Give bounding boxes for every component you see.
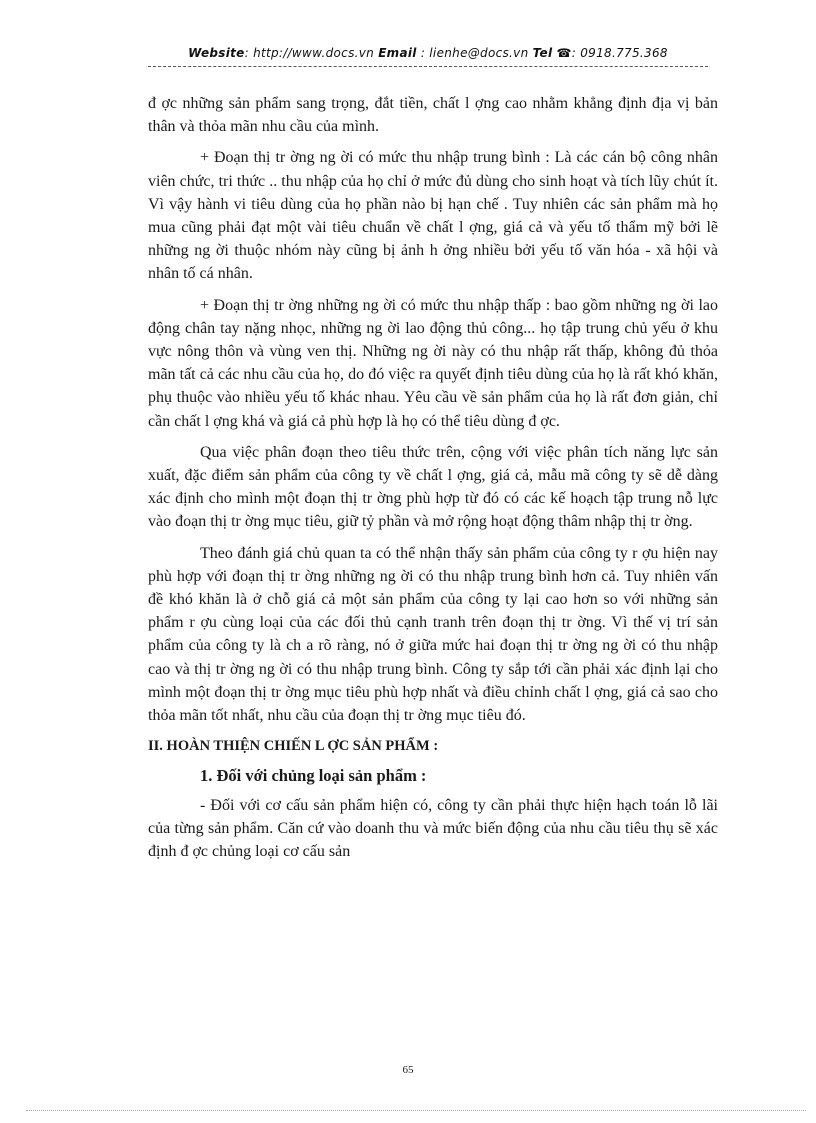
page-number: 65 bbox=[402, 1064, 414, 1076]
section-heading: II. HOÀN THIỆN CHIẾN L ỢC SẢN PHẨM : bbox=[148, 738, 439, 755]
tel-value: : 0918.775.368 bbox=[571, 46, 668, 60]
subsection-heading: 1. Đối với chủng loại sản phẩm : bbox=[200, 766, 427, 786]
footer-divider bbox=[26, 1110, 806, 1111]
email-value: : lienhe@docs.vn bbox=[420, 46, 529, 60]
document-body bbox=[148, 92, 718, 871]
paragraph-4: Qua việc phân đoạn theo tiêu thức trên, cộng với việc phân tích năng lực sản xuất, đặc điểm sản phẩm của công ty về chất l ợng, giá cả, mẫu mã công ty sẽ dễ dàng xác định cho mình một đoạn thị tr ờng phù hợp từ đó có các kế hoạch tập trung nỗ lực vào đoạn thị tr ờng mục tiêu, giữ tỷ phần và mở rộng hoạt động thâm nhập thị tr ờng. bbox=[148, 443, 718, 531]
page-header bbox=[148, 46, 708, 60]
header-divider bbox=[148, 66, 708, 67]
paragraph-3: + Đoạn thị tr ờng những ng ời có mức thu nhập thấp : bao gồm những ng ời lao động chân tay nặng nhọc, những ng ời lao động thủ công... họ tập trung chủ yếu ở khu vực nông thôn và vùng ven thị. Những ng ời này có thu nhập rất thấp, không đủ thỏa mãn tất cả các nhu cầu của họ, do đó việc ra quyết định tiêu dùng của họ là rất khó khăn, phụ thuộc vào nhiều yếu tố khác nhau. Yêu cầu về sản phẩm của họ là rất đơn giản, chỉ cần chất l ợng khá và giá cả phù hợp là họ có thể tiêu dùng đ ợc. bbox=[148, 296, 718, 430]
website-label: Website bbox=[188, 46, 245, 60]
phone-icon: ☎ bbox=[556, 46, 572, 60]
tel-label: Tel bbox=[532, 46, 553, 60]
paragraph-6: - Đối với cơ cấu sản phẩm hiện có, công ty cần phải thực hiện hạch toán lỗ lãi của từng sản phẩm. Căn cứ vào doanh thu và mức biến động của nhu cầu tiêu thụ sẽ xác định đ ợc chủng loại cơ cấu sản bbox=[148, 796, 718, 861]
email-label: Email bbox=[378, 46, 417, 60]
website-value: : http://www.docs.vn bbox=[244, 46, 375, 60]
paragraph-1: đ ợc những sản phẩm sang trọng, đắt tiền, chất l ợng cao nhằm khẳng định địa vị bản thân và thỏa mãn nhu cầu của mình. bbox=[148, 95, 718, 136]
paragraph-5: Theo đánh giá chủ quan ta có thể nhận thấy sản phẩm của công ty r ợu hiện nay phù hợp với đoạn thị tr ờng những ng ời có thu nhập trung bình hơn cả. Tuy nhiên vấn đề khó khăn là ở chỗ giá cả một sản phẩm của công ty lại cao hơn so với những sản phẩm r ợu cùng loại của các đối thủ cạnh tranh trên đoạn thị tr ờng. Vì thế vị trí sản phẩm của công ty là ch a rõ ràng, nó ở giữa mức hai đoạn thị tr ờng ng ời có thu nhập cao và thị tr ờng ng ời có thu nhập trung bình. Công ty sắp tới cần phải xác định lại cho mình một đoạn thị tr ờng mục tiêu phù hợp nhất và điều chỉnh chất l ợng, giá cả sao cho thỏa mãn tốt nhất, nhu cầu của đoạn thị tr ờng mục tiêu đó. bbox=[148, 544, 718, 725]
paragraph-2: + Đoạn thị tr ờng ng ời có mức thu nhập trung bình : Là các cán bộ công nhân viên chức, tri thức .. thu nhập của họ chỉ ở mức đủ dùng cho sinh hoạt và tích lũy chút ít. Vì vậy hành vi tiêu dùng của họ phần nào bị hạn chế . Tuy nhiên các sản phẩm mà họ mua cũng phải đạt một vài tiêu chuẩn về chất l ợng, giá cả và yếu tố thẩm mỹ bởi lẽ những ng ời thuộc nhóm này cũng bị ảnh h ởng nhiều bởi yếu tố văn hóa - xã hội và nhân tố cá nhân. bbox=[148, 149, 718, 283]
